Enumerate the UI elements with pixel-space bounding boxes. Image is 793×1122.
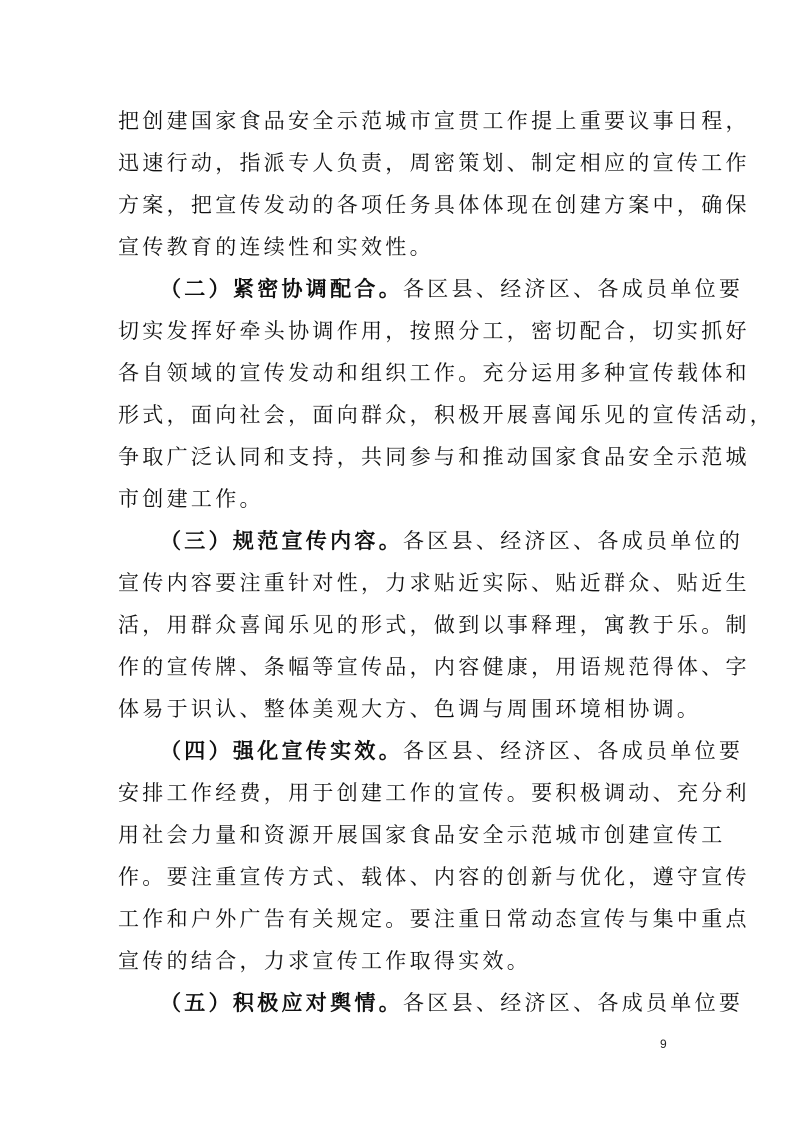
body-text-line: 争取广泛认同和支持，共同参与和推动国家食品安全示范城 xyxy=(118,445,750,469)
body-text-line: 体易于识认、整体美观大方、色调与周围环境相协调。 xyxy=(118,697,702,721)
body-text-line: 工作和户外广告有关规定。要注重日常动态宣传与集中重点 xyxy=(118,907,750,931)
body-text-line: 把创建国家食品安全示范城市宣贯工作提上重要议事日程， xyxy=(118,109,750,133)
body-text-line: 安排工作经费，用于创建工作的宣传。要积极调动、充分利 xyxy=(118,781,750,805)
body-text-line: 活，用群众喜闻乐见的形式，做到以事释理，寓教于乐。制 xyxy=(118,613,750,637)
body-text-line: 宣传的结合，力求宣传工作取得实效。 xyxy=(118,949,532,973)
body-text-line: 市创建工作。 xyxy=(118,487,264,511)
section-first-line xyxy=(160,988,744,1018)
section-first-line xyxy=(160,736,744,766)
body-text-line: 用社会力量和资源开展国家食品安全示范城市创建宣传工 xyxy=(118,823,726,847)
body-text: 各区县、经济区、各成员单位要 xyxy=(403,991,744,1015)
section-first-line xyxy=(160,274,744,304)
body-text-line: 方案，把宣传发动的各项任务具体体现在创建方案中，确保 xyxy=(118,193,750,217)
body-text-line: 作的宣传牌、条幅等宣传品，内容健康，用语规范得体、字 xyxy=(118,655,750,679)
body-text-line: 迅速行动，指派专人负责，周密策划、制定相应的宣传工作 xyxy=(118,151,750,175)
body-text-line: 作。要注重宣传方式、载体、内容的创新与优化，遵守宣传 xyxy=(118,865,750,889)
body-text-line: 各自领域的宣传发动和组织工作。充分运用多种宣传载体和 xyxy=(118,361,750,385)
body-text-line: 形式，面向社会，面向群众，积极开展喜闻乐见的宣传活动， xyxy=(118,403,775,427)
section-heading: （五）积极应对舆情。 xyxy=(160,991,403,1015)
body-text-line: 宣传教育的连续性和实效性。 xyxy=(118,235,434,259)
page-number: 9 xyxy=(660,1037,667,1051)
section-first-line xyxy=(160,526,744,556)
body-text: 各区县、经济区、各成员单位要 xyxy=(403,277,744,301)
body-text: 各区县、经济区、各成员单位的 xyxy=(403,529,744,553)
section-heading: （三）规范宣传内容。 xyxy=(160,529,403,553)
body-text-line: 宣传内容要注重针对性，力求贴近实际、贴近群众、贴近生 xyxy=(118,571,750,595)
section-heading: （二）紧密协调配合。 xyxy=(160,277,403,301)
section-heading: （四）强化宣传实效。 xyxy=(160,739,403,763)
body-text-line: 切实发挥好牵头协调作用，按照分工，密切配合，切实抓好 xyxy=(118,319,750,343)
body-text: 各区县、经济区、各成员单位要 xyxy=(403,739,744,763)
